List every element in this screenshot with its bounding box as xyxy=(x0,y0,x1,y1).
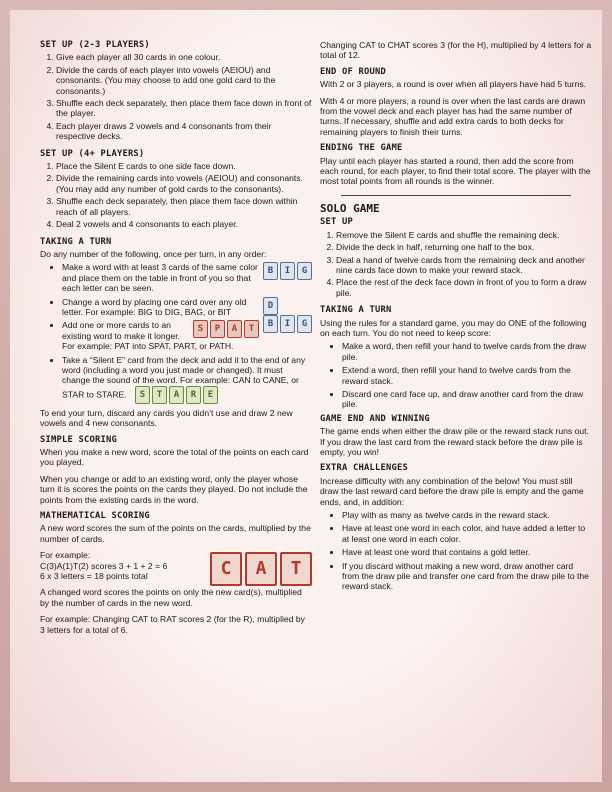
solo-turn-heading: TAKING A TURN xyxy=(320,305,392,316)
simple-scoring-heading: SIMPLE SCORING xyxy=(40,434,117,445)
letter-card: A xyxy=(227,320,242,338)
math-scoring-p2: A changed word scores the points on only the new card(s), multiplied by the number of cards in the new word. xyxy=(40,587,302,608)
turn-option-make xyxy=(62,262,312,293)
setup-small-steps xyxy=(40,52,312,141)
dig-cards xyxy=(263,297,312,333)
letter-card: C xyxy=(210,552,242,586)
letter-card: S xyxy=(135,386,150,404)
solo-turn-option: • Extend a word, then refill your hand to twelve cards from the reward stack. xyxy=(342,365,592,386)
end-round-heading: END OF ROUND xyxy=(320,66,386,77)
letter-card: G xyxy=(297,315,312,333)
setup-large-step: 1. Place the Silent E cards to one side face down. xyxy=(56,161,312,171)
stare-cards xyxy=(135,386,218,404)
taking-turn-intro: Do any number of the following, once per turn, in any order: xyxy=(40,248,267,259)
solo-end-heading: GAME END AND WINNING xyxy=(320,413,430,424)
turn-option-silent-e xyxy=(62,355,312,404)
solo-turn-intro: Using the rules for a standard game, you may do ONE of the following on each turn. You do not need to keep score: xyxy=(320,317,587,338)
letter-card: • B xyxy=(263,262,278,280)
ending-game-p1: Play until each player has started a round, then add the score from each round, for each player, to find their total score. The player with the most total points from all rounds is the winner. xyxy=(320,155,591,187)
solo-setup-step: 4. Place the rest of the deck face down in front of you to form a draw pile. xyxy=(336,277,592,298)
extra-challenges-intro: Increase difficulty with any combination of the below! You must still draw the last reward card before the draw pile is empty and the game ends, and, in addition: xyxy=(320,475,584,507)
right-column xyxy=(320,40,592,596)
solo-setup-steps xyxy=(320,230,592,298)
solo-setup-step: 1. Remove the Silent E cards and shuffle the remaining deck. xyxy=(336,230,592,240)
simple-scoring-p2: When you change or add to an existing word, only the player whose turn it is scores the points on the cards they played. Do not include the points from the existing cards in the word. xyxy=(40,473,308,505)
solo-heading: SOLO GAME xyxy=(320,201,380,215)
setup-large-step: 3. Shuffle each deck separately, then place them face down within reach of all players. xyxy=(56,196,312,217)
setup-small-step: 4. Each player draws 2 vowels and 4 consonants from their respective decks. xyxy=(56,121,312,142)
letter-card: • S xyxy=(193,320,208,338)
taking-turn-section xyxy=(40,237,312,429)
solo-setup-heading: SET UP xyxy=(320,217,353,228)
turn-option-change xyxy=(62,296,312,329)
letter-card: A xyxy=(169,386,184,404)
setup-large-section xyxy=(40,149,312,230)
cat-cards xyxy=(210,552,312,586)
math-example-line2: 6 x 3 letters = 18 points total xyxy=(40,571,148,582)
letter-card: T xyxy=(280,552,312,586)
math-example-label: For example: xyxy=(40,550,91,561)
letter-card: I xyxy=(280,315,295,333)
solo-setup-step: 3. Deal a hand of twelve cards from the remaining deck and another nine cards face down to make your reward stack. xyxy=(336,255,592,276)
end-round-section xyxy=(320,67,592,137)
letter-card: E xyxy=(203,386,218,404)
setup-large-step: 2. Divide the remaining cards into vowels (AEIOU) and consonants. (You may add any number of gold cards to the consonants). xyxy=(56,173,312,194)
extra-challenges-heading: EXTRA CHALLENGES xyxy=(320,463,408,474)
turn-option-text: Add one or more cards to an existing word to make it longer. For example: PAT into SPAT, PART, or PATH. xyxy=(62,320,234,352)
setup-small-section xyxy=(40,40,312,142)
simple-scoring-section xyxy=(40,435,312,505)
letter-card: T xyxy=(244,320,259,338)
extra-challenge: • Have at least one word in each color, and have added a letter to at least one word in each color. xyxy=(342,523,592,544)
divider xyxy=(341,195,571,196)
setup-small-step: 1. Give each player all 30 cards in one colour. xyxy=(56,52,312,62)
solo-turn-list xyxy=(320,341,592,409)
letter-card-d: • D xyxy=(263,297,278,315)
math-scoring-p1: A new word scores the sum of the points on the cards, multiplied by the number of cards. xyxy=(40,523,311,544)
taking-turn-list xyxy=(40,262,312,403)
letter-card: I xyxy=(280,262,295,280)
extra-challenges-list xyxy=(320,510,592,592)
setup-large-heading: SET UP (4+ PLAYERS) xyxy=(40,148,145,159)
taking-turn-outro: To end your turn, discard any cards you didn’t use and draw 2 new vowels and 4 new consonants. xyxy=(40,407,293,429)
taking-turn-heading: TAKING A TURN xyxy=(40,236,112,247)
extra-challenge: • If you discard without making a new word, draw another card from the draw pile and transfer one card from the draw pile to the reward stack. xyxy=(342,561,592,592)
setup-small-step: 2. Divide the cards of each player into vowels (AEIOU) and consonants. (You may choose to add one gold card to the consonants.) xyxy=(56,65,312,96)
solo-setup-step: 2. Divide the deck in half, returning one half to the box. xyxy=(336,242,592,252)
turn-option-text: Make a word with at least 3 cards of the same color and place them on the table in front of you so that each letter can be seen. xyxy=(62,262,258,294)
extra-challenge: • Have at least one word that contains a gold letter. xyxy=(342,547,592,557)
letter-card: R xyxy=(186,386,201,404)
math-scoring-p3: For example: Changing CAT to RAT scores 2 (for the R), multiplied by 3 letters for a total of 6. xyxy=(40,614,305,635)
letter-card: B xyxy=(263,315,278,333)
ending-game-section xyxy=(320,143,592,187)
big-cards xyxy=(263,262,312,280)
extra-challenge: • Play with as many as twelve cards in the reward stack. xyxy=(342,510,592,520)
spat-cards xyxy=(193,320,259,338)
solo-turn-option: • Make a word, then refill your hand to twelve cards from the draw pile. xyxy=(342,341,592,362)
letter-card: P xyxy=(210,320,225,338)
turn-option-text: Change a word by placing one card over any old letter. For example: BIG to DIG, BAG, or BIT xyxy=(62,296,247,317)
left-column xyxy=(40,40,312,641)
turn-option-text: Take a “Silent E” card from the deck and add it to the end of any word (including a word you just made or changed). It must change the sound of the word. For example: CAN to CANE, or STAR to STARE. xyxy=(62,354,306,400)
end-round-p1: With 2 or 3 players, a round is over when all players have had 5 turns. xyxy=(320,79,587,90)
math-example-line1: C(3)A(1)T(2) scores 3 + 1 + 2 = 6 xyxy=(40,560,168,571)
letter-card: A xyxy=(245,552,277,586)
letter-card: G xyxy=(297,262,312,280)
math-scoring-heading: MATHEMATICAL SCORING xyxy=(40,511,150,522)
setup-large-step: 4. Deal 2 vowels and 4 consonants to each player. xyxy=(56,219,312,229)
end-round-p2: With 4 or more players, a round is over when the last cards are drawn from the vowel deck and each player has had the same number of turns. If necessary, shuffle and add extra cards to both decks for remaining players to finish their turns. xyxy=(320,95,586,137)
chat-example: Changing CAT to CHAT scores 3 (for the H), multiplied by 4 letters for a total of 12. xyxy=(320,40,592,61)
solo-section xyxy=(320,201,592,592)
solo-turn-option: • Discard one card face up, and draw another card from the draw pile. xyxy=(342,389,592,410)
simple-scoring-p1: When you make a new word, score the total of the points on each card you played. xyxy=(40,447,309,468)
ending-game-heading: ENDING THE GAME xyxy=(320,143,403,154)
setup-small-heading: SET UP (2-3 PLAYERS) xyxy=(40,40,150,50)
solo-end-p: The game ends when either the draw pile or the reward stack runs out. If you draw the last card from the reward stack before the draw pile is empty, you win! xyxy=(320,426,589,457)
setup-small-step: 3. Shuffle each deck separately, then place them face down in front of the player. xyxy=(56,98,312,119)
setup-large-steps xyxy=(40,161,312,229)
math-scoring-section xyxy=(40,511,312,635)
letter-card: T xyxy=(152,386,167,404)
